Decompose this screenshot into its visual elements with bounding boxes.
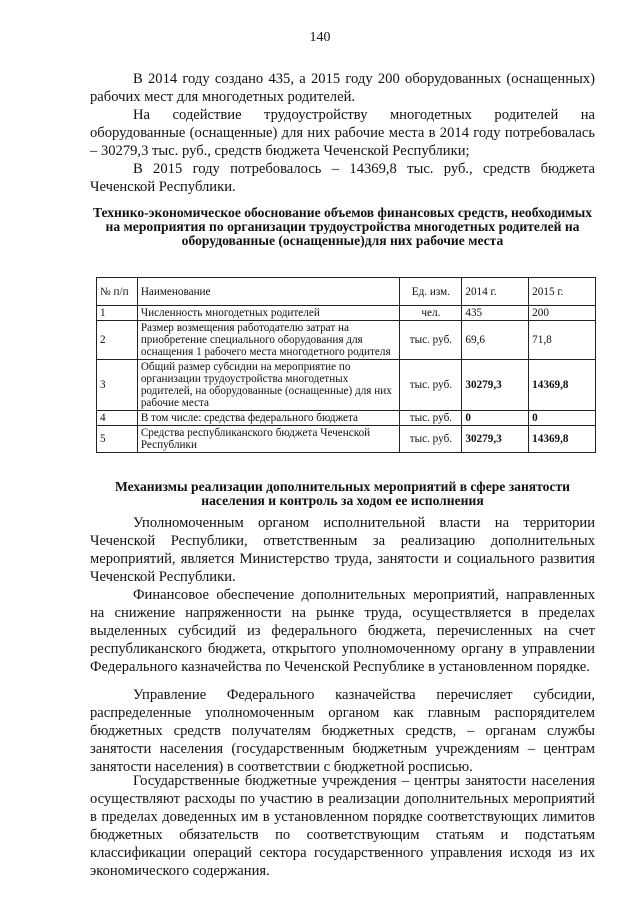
table-title: Технико-экономическое обоснование объемов финансовых средств, необходимых на мероприятия по организации трудоустройства многодетных родителей на оборудованные (оснащенные)для них рабочие места [92,205,593,248]
row-unit: тыс. руб. [400,426,462,453]
row-unit: чел. [400,306,462,321]
page-number: 140 [309,30,331,45]
financing-table [96,277,596,453]
header-name: Наименование [137,278,400,306]
section-paragraph-2: Финансовое обеспечение дополнительных мероприятий, направленных на снижение напряженности на рынке труда, осуществляется в пределах выделенных субсидий из федерального бюджета, перечисленных на счет республиканского бюджета, открытого уполномоченному органу в управлении Федерального казначейства по Чеченской Республике в установленном порядке. [90,587,595,675]
table-row [97,321,596,360]
table-row [97,360,596,411]
row-value-2015: 71,8 [529,321,596,360]
table-row [97,306,596,321]
row-value-2014: 69,6 [462,321,529,360]
row-value-2014: 30279,3 [462,360,529,411]
section-paragraph-1: Уполномоченным органом исполнительной власти на территории Чеченской Республики, ответственным за реализацию дополнительных мероприятий, является Министерство труда, занятости и социального развития Чеченской Республики. [90,515,595,585]
row-value-2015: 0 [529,411,596,426]
section-paragraph-3: Управление Федерального казначейства перечисляет субсидии, распределенные уполномоченным органом как главным распорядителем бюджетных средств получателям бюджетных средств, – органам службы занятости населения (государственным бюджетным учреждениям – центрам занятости населения) в соответствии с бюджетной росписью. [90,687,595,775]
row-name: В том числе: средства федерального бюджета [137,411,400,426]
header-2015: 2015 г. [529,278,596,306]
intro-paragraph-1: В 2014 году создано 435, а 2015 году 200 оборудованных (оснащенных) рабочих мест для многодетных родителей. [90,71,595,105]
row-name: Общий размер субсидии на мероприятие по организации трудоустройства многодетных родителей, на оборудованные (оснащенные) для них рабочие места [137,360,400,411]
table-header-row [97,278,596,306]
intro-paragraph-2: На содействие трудоустройству многодетных родителей на оборудованные (оснащенные) для них рабочие места в 2014 году потребовалась – 30279,3 тыс. руб., средств бюджета Чеченской Республики; [90,107,595,159]
row-num: 1 [97,306,138,321]
row-value-2015: 14369,8 [529,360,596,411]
row-name: Средства республиканского бюджета Чеченской Республики [137,426,400,453]
header-2014: 2014 г. [462,278,529,306]
section-title: Механизмы реализации дополнительных мероприятий в сфере занятости населения и контроль за ходом ее исполнения [114,479,571,508]
row-name: Численность многодетных родителей [137,306,400,321]
row-unit: тыс. руб. [400,321,462,360]
row-unit: тыс. руб. [400,360,462,411]
header-unit: Ед. изм. [400,278,462,306]
row-value-2015: 14369,8 [529,426,596,453]
row-value-2014: 0 [462,411,529,426]
section-paragraph-4: Государственные бюджетные учреждения – центры занятости населения осуществляют расходы по участию в реализации дополнительных мероприятий в пределах доведенных им в установленном порядке соответствующих лимитов бюджетных обязательств по соответствующим статьям и подстатьям классификации операций сектора государственного управления исходя из их экономического содержания. [90,773,595,879]
row-value-2014: 435 [462,306,529,321]
table-row [97,426,596,453]
row-value-2014: 30279,3 [462,426,529,453]
header-num: № п/п [97,278,138,306]
row-num: 4 [97,411,138,426]
row-num: 5 [97,426,138,453]
row-unit: тыс. руб. [400,411,462,426]
table-row [97,411,596,426]
row-num: 2 [97,321,138,360]
row-name: Размер возмещения работодателю затрат на приобретение специального оборудования для оснащения 1 рабочего места многодетного родителя [137,321,400,360]
intro-paragraph-3: В 2015 году потребовалось – 14369,8 тыс. руб., средств бюджета Чеченской Республики. [90,161,595,195]
row-value-2015: 200 [529,306,596,321]
row-num: 3 [97,360,138,411]
